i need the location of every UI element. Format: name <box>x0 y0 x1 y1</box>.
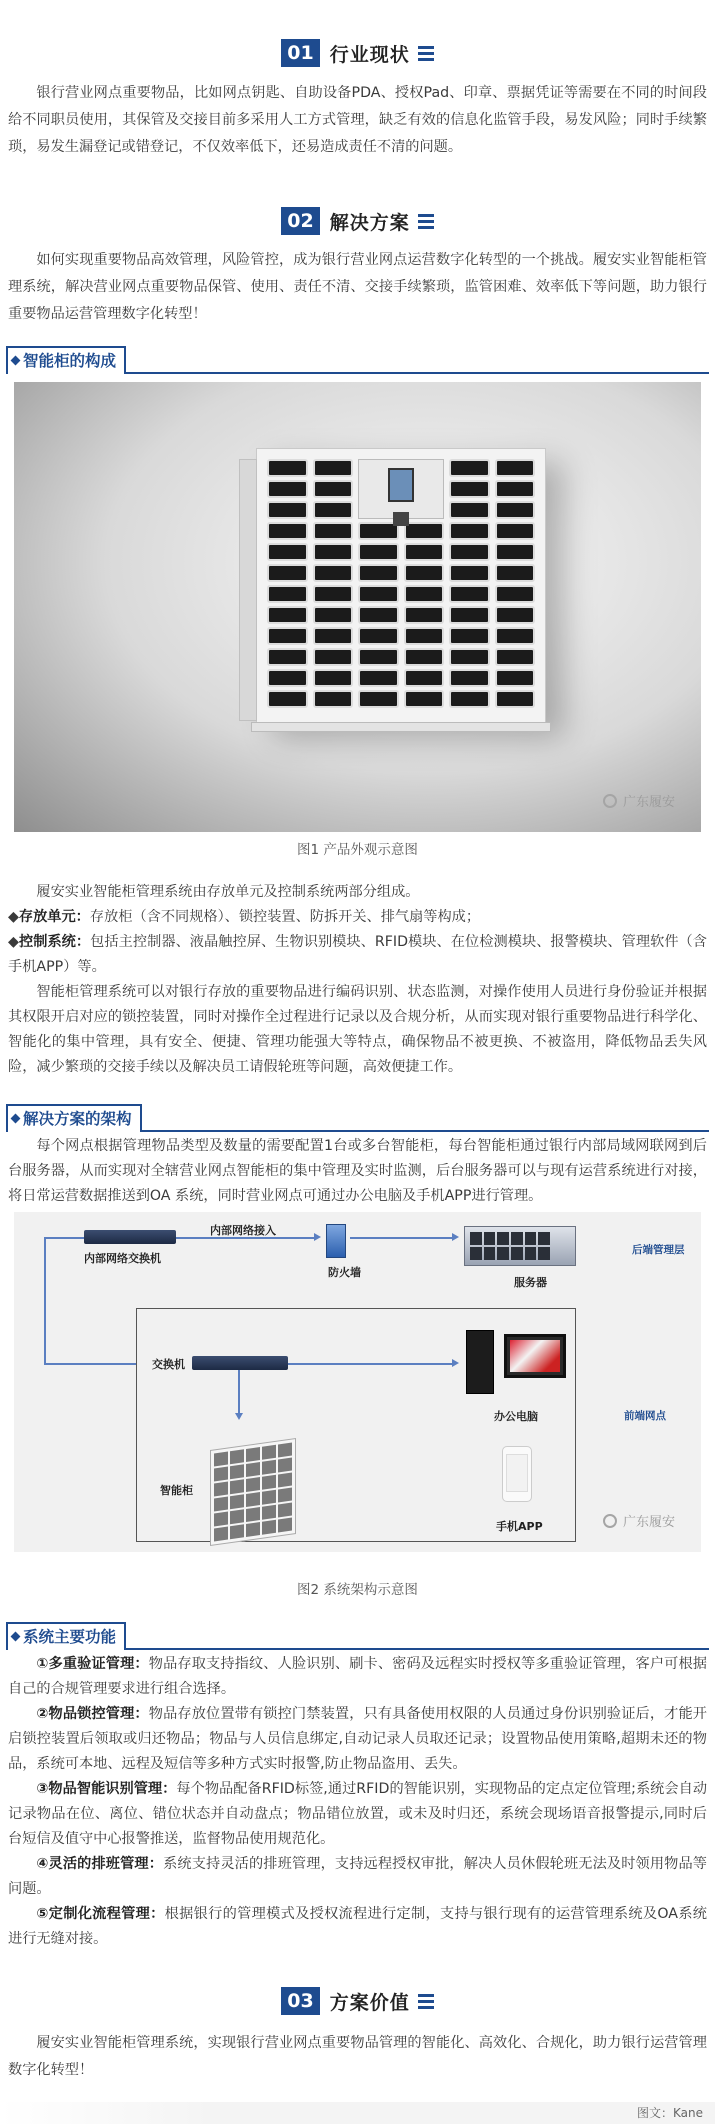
internal-switch-label: 内部网络交换机 <box>84 1252 161 1265</box>
compartment <box>449 543 490 561</box>
compartment <box>246 1462 260 1477</box>
server-label: 服务器 <box>514 1276 547 1289</box>
compartment <box>313 480 354 498</box>
value-paragraph: 履安实业智能柜管理系统，实现银行营业网点重要物品管理的智能化、高效化、合规化，助力银行运营管理数字化转型！ <box>8 2035 707 2078</box>
compartment <box>449 669 490 687</box>
compartment <box>278 1458 292 1473</box>
compartment <box>267 669 308 687</box>
section-title: 方案价值 <box>329 1991 410 2014</box>
compartment <box>267 690 308 708</box>
architecture-body <box>0 1134 715 1209</box>
compartment <box>262 1505 276 1520</box>
compartment <box>246 1492 260 1507</box>
compartment <box>449 585 490 603</box>
watermark-text: 广东履安 <box>622 795 675 810</box>
compartment <box>495 585 536 603</box>
compartment <box>449 606 490 624</box>
smart-cabinet <box>256 448 546 723</box>
subheading-text: 系统主要功能 <box>23 1628 117 1646</box>
compartment <box>278 1503 292 1518</box>
compartment <box>246 1507 260 1522</box>
server-icon <box>464 1226 576 1266</box>
compartment <box>214 1482 228 1497</box>
section-03-body <box>0 2030 715 2084</box>
control-label: 控制系统： <box>18 934 91 950</box>
compartment <box>230 1494 244 1509</box>
compartment <box>262 1475 276 1490</box>
compartment <box>267 606 308 624</box>
figure-1-caption: 图1 产品外观示意图 <box>297 842 418 858</box>
compartment <box>230 1464 244 1479</box>
compartment <box>449 480 490 498</box>
switch-label: 交换机 <box>152 1358 185 1371</box>
compartment <box>404 627 445 645</box>
compartment <box>404 543 445 561</box>
compartment <box>358 585 399 603</box>
compartment <box>358 564 399 582</box>
compartment <box>495 627 536 645</box>
compartment <box>313 627 354 645</box>
compartment <box>495 522 536 540</box>
compartment <box>267 543 308 561</box>
menu-icon <box>418 214 434 229</box>
section-title: 行业现状 <box>329 43 410 66</box>
firewall-icon <box>326 1224 346 1258</box>
compartment <box>313 522 354 540</box>
product-figure <box>0 376 715 832</box>
section-01 <box>0 36 715 70</box>
firewall-label: 防火墙 <box>328 1266 361 1279</box>
compartment <box>495 690 536 708</box>
section-02-body <box>0 247 715 328</box>
composition-summary: 智能柜管理系统可以对银行存放的重要物品进行编码识别、状态监测，对操作使用人员进行身份验证并根据其权限开启对应的锁控装置，同时对操作全过程进行记录以及合规分析，从而实现对银行重要物品进行科学化、智能化的集中管理，具有安全、便捷、管理功能强大等特点，确保物品不被更换、不被盗用，降低物品丢失风险，减少繁琐的交接手续以及解决员工请假轮班等问题，高效便捷工作。 <box>8 984 707 1075</box>
compartment <box>404 669 445 687</box>
compartment <box>449 564 490 582</box>
compartment <box>495 606 536 624</box>
watermark <box>603 791 675 810</box>
compartment <box>313 585 354 603</box>
menu-icon <box>418 1994 434 2009</box>
section-title: 解决方案 <box>329 211 410 234</box>
compartment <box>449 690 490 708</box>
mobile-app-label: 手机APP <box>496 1520 543 1533</box>
front-end-label: 前端网点 <box>624 1410 666 1422</box>
compartment <box>449 501 490 519</box>
compartment <box>404 606 445 624</box>
compartment <box>246 1447 260 1462</box>
industry-status-paragraph: 银行营业网点重要物品，比如网点钥匙、自助设备PDA、授权Pad、印章、票据凭证等需要在不同的时间段给不同职员使用，其保管及交接目前多采用人工方式管理，缺乏有效的信息化监管手段，易发风险；同时手续繁琐，易发生漏登记或错登记，不仅效率低下，还易造成责任不清的问题。 <box>8 85 707 155</box>
compartment <box>358 606 399 624</box>
functions-list <box>0 1652 715 1952</box>
compartment <box>313 564 354 582</box>
brand-logo-icon <box>603 794 617 808</box>
internal-switch-icon <box>84 1230 176 1244</box>
compartment <box>404 585 445 603</box>
compartment <box>267 501 308 519</box>
compartment <box>449 459 490 477</box>
product-image <box>14 382 701 832</box>
subheading-text: 智能柜的构成 <box>23 352 117 370</box>
compartment <box>267 480 308 498</box>
function-item: ③物品智能识别管理：每个物品配备RFID标签,通过RFID的智能识别，实现物品的定点定位管理;系统会自动记录物品在位、离位、错位状态并自动盘点；物品错位放置，或未及时归还，系统会现场语音报警提示,同时后台短信及值守中心报警推送，监督物品使用规范化。 <box>8 1781 708 1847</box>
compartment <box>246 1477 260 1492</box>
compartment <box>267 585 308 603</box>
compartment <box>262 1520 276 1535</box>
section-01-body <box>0 80 715 161</box>
compartment <box>214 1452 228 1467</box>
compartment <box>230 1479 244 1494</box>
function-item: ⑤定制化流程管理：根据银行的管理模式及授权流程进行定制，支持与银行现有的运营管理系统及OA系统进行无缝对接。 <box>8 1906 707 1947</box>
backend-layer-label: 后端管理层 <box>632 1244 685 1256</box>
switch-icon <box>192 1356 288 1370</box>
compartment <box>313 606 354 624</box>
compartment <box>313 690 354 708</box>
storage-text: 存放柜（含不同规格）、锁控装置、防拆开关、排气扇等构成； <box>89 909 481 925</box>
compartment <box>278 1518 292 1533</box>
compartment <box>230 1509 244 1524</box>
compartment <box>214 1467 228 1482</box>
section-heading <box>0 204 715 238</box>
office-pc-icon <box>504 1334 566 1378</box>
figure-2-caption: 图2 系统架构示意图 <box>297 1582 418 1598</box>
compartment <box>230 1449 244 1464</box>
compartment <box>358 543 399 561</box>
compartment <box>313 669 354 687</box>
compartment <box>449 627 490 645</box>
compartment <box>246 1522 260 1537</box>
compartment <box>313 501 354 519</box>
function-item: ④灵活的排班管理：系统支持灵活的排班管理，支持远程授权审批，解决人员休假轮班无法及时领用物品等问题。 <box>8 1856 707 1897</box>
credit-bar <box>0 2102 715 2124</box>
subheading-text: 解决方案的架构 <box>23 1110 132 1128</box>
solution-paragraph: 如何实现重要物品高效管理，风险管控，成为银行营业网点运营数字化转型的一个挑战。履安实业智能柜管理系统，解决营业网点重要物品保管、使用、责任不清、交接手续繁琐，监管困难、效率低下等问题，助力银行重要物品运营管理数字化转型！ <box>8 252 707 322</box>
compartment <box>278 1443 292 1458</box>
storage-label: 存放单元： <box>18 909 90 925</box>
compartment <box>404 522 445 540</box>
compartment <box>495 543 536 561</box>
office-pc-label: 办公电脑 <box>494 1410 538 1423</box>
control-text: 包括主控制器、液晶触控屏、生物识别模块、RFID模块、在位检测模块、报警模块、管理软件（含手机APP）等。 <box>8 934 707 975</box>
compartment <box>313 543 354 561</box>
brand-logo-icon <box>603 1514 617 1528</box>
pc-tower-icon <box>466 1330 494 1394</box>
diamond-icon <box>11 356 21 366</box>
compartment <box>495 501 536 519</box>
subheading-functions <box>0 1616 715 1650</box>
compartment <box>262 1460 276 1475</box>
section-03 <box>0 1984 715 2018</box>
architecture-diagram <box>14 1212 701 1552</box>
compartment <box>267 459 308 477</box>
compartment <box>495 459 536 477</box>
cabinet-label: 智能柜 <box>160 1484 193 1497</box>
compartment <box>267 627 308 645</box>
compartment <box>267 648 308 666</box>
section-heading <box>0 1984 715 2018</box>
compartment <box>267 522 308 540</box>
section-number: 01 <box>281 39 319 67</box>
credit-text: 图文：Kane <box>636 2106 703 2120</box>
compartment <box>358 648 399 666</box>
watermark: 广东履安 <box>603 1511 675 1530</box>
phone-icon <box>502 1446 532 1502</box>
compartment <box>495 480 536 498</box>
storage-unit-line: ◆存放单元：存放柜（含不同规格）、锁控装置、防拆开关、排气扇等构成； <box>8 909 481 925</box>
compartment <box>313 459 354 477</box>
composition-intro: 履安实业智能柜管理系统由存放单元及控制系统两部分组成。 <box>36 884 420 900</box>
compartment <box>278 1488 292 1503</box>
compartment <box>230 1524 244 1539</box>
compartment <box>404 564 445 582</box>
control-system-line: ◆控制系统：包括主控制器、液晶触控屏、生物识别模块、RFID模块、在位检测模块、报警模块、管理软件（含手机APP）等。 <box>8 934 707 975</box>
diamond-icon <box>11 1632 21 1642</box>
compartment <box>495 648 536 666</box>
compartment <box>404 648 445 666</box>
section-heading <box>0 36 715 70</box>
diamond-icon <box>11 1114 21 1124</box>
compartment <box>262 1445 276 1460</box>
composition-block <box>0 880 715 1080</box>
compartment <box>495 564 536 582</box>
compartment <box>449 522 490 540</box>
architecture-figure <box>0 1206 715 1552</box>
function-item: ②物品锁控管理：物品存放位置带有锁控门禁装置，只有具备使用权限的人员通过身份识别验证后，才能开启锁控装置后领取或归还物品；物品与人员信息绑定,自动记录人员取还记录；设置物品使用策略,超期未还的物品，系统可本地、远程及短信等多种方式实时报警,防止物品盗用、丢失。 <box>8 1706 707 1772</box>
compartment <box>262 1490 276 1505</box>
compartment <box>214 1512 228 1527</box>
subheading-composition <box>0 340 715 374</box>
compartment <box>404 690 445 708</box>
compartment <box>214 1497 228 1512</box>
intranet-access-label: 内部网络接入 <box>210 1224 276 1237</box>
section-number: 02 <box>281 207 319 235</box>
compartment <box>358 669 399 687</box>
section-02 <box>0 204 715 238</box>
compartment <box>358 627 399 645</box>
cabinet-icon <box>210 1438 296 1546</box>
control-panel <box>358 459 444 519</box>
architecture-paragraph: 每个网点根据管理物品类型及数量的需要配置1台或多台智能柜，每台智能柜通过银行内部局域网联网到后台服务器，从而实现对全辖营业网点智能柜的集中管理及实时监测，后台服务器可以与现有运营系统进行对接，将日常运营数据推送到OA 系统，同时营业网点可通过办公电脑及手机APP进行管理。 <box>8 1138 707 1204</box>
compartment <box>267 564 308 582</box>
function-item: ①多重验证管理：物品存取支持指纹、人脸识别、刷卡、密码及远程实时授权等多重验证管理，客户可根据自己的合规管理要求进行组合选择。 <box>8 1656 707 1697</box>
section-number: 03 <box>281 1987 319 2015</box>
compartment <box>313 648 354 666</box>
compartment <box>278 1473 292 1488</box>
menu-icon <box>418 46 434 61</box>
compartment <box>449 648 490 666</box>
compartment <box>214 1527 228 1542</box>
compartment <box>495 669 536 687</box>
subheading-architecture <box>0 1098 715 1132</box>
compartment <box>358 690 399 708</box>
